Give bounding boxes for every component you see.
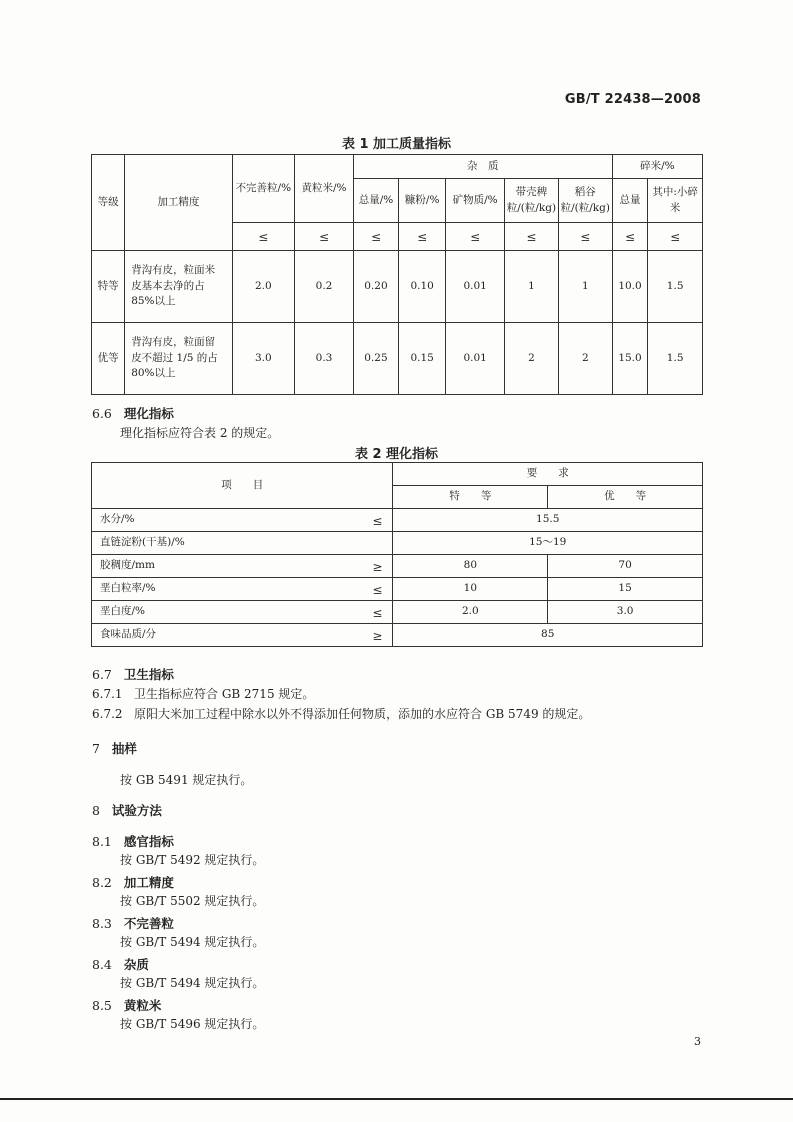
section-number: 6.7.1 — [92, 687, 123, 701]
header-broken: 碎米/% — [612, 155, 702, 179]
section-number: 8.1 — [92, 834, 112, 849]
page-number: 3 — [694, 1035, 701, 1048]
section-number: 8.5 — [92, 998, 112, 1013]
le-symbol: ≤ — [353, 223, 398, 251]
section-8-5-text: 按 GB/T 5496 规定执行。 — [120, 1017, 265, 1031]
broken-total-cell: 15.0 — [612, 323, 648, 395]
le-symbol: ≤ — [648, 223, 703, 251]
item-label: 垩白粒率/% — [100, 582, 156, 595]
husked-cell: 1 — [505, 251, 559, 323]
small-broken-cell: 1.5 — [648, 251, 703, 323]
comparison-symbol: ≤ — [372, 606, 383, 620]
section-8-2-text: 按 GB/T 5502 规定执行。 — [120, 894, 265, 908]
section-8-3-heading — [92, 914, 174, 932]
excellent-value-cell: 15 — [548, 578, 703, 601]
header-bran: 糠粉/% — [399, 179, 446, 223]
header-yellow: 黄粒米/% — [295, 155, 354, 223]
section-text: 卫生指标应符合 GB 2715 规定。 — [134, 687, 315, 701]
section-6-7-1 — [92, 685, 314, 702]
header-small-broken: 其中:小碎米 — [648, 179, 703, 223]
section-8-1-heading — [92, 832, 174, 850]
standard-number: GB/T 22438—2008 — [564, 92, 701, 107]
section-8-2-heading — [92, 873, 174, 891]
section-number: 6.7.2 — [92, 707, 123, 721]
comparison-symbol: ≥ — [372, 629, 383, 643]
le-symbol: ≤ — [558, 223, 612, 251]
broken-total-cell: 10.0 — [612, 251, 648, 323]
total-cell: 0.25 — [353, 323, 398, 395]
value-cell: 15～19 — [393, 532, 703, 555]
section-6-7-2 — [92, 705, 590, 722]
header-item: 项 目 — [92, 463, 393, 509]
value-cell: 85 — [393, 624, 703, 647]
header-husked: 带壳稗粒/(粒/kg) — [505, 179, 559, 223]
item-cell — [92, 578, 393, 601]
section-title: 理化指标 — [123, 406, 174, 421]
section-text: 原阳大米加工过程中除水以外不得添加任何物质，添加的水应符合 GB 5749 的规定。 — [134, 707, 591, 721]
mineral-cell: 0.01 — [446, 323, 505, 395]
section-8-4-heading — [92, 955, 149, 973]
yellow-cell: 0.2 — [295, 251, 354, 323]
header-impurity: 杂 质 — [353, 155, 612, 179]
header-grade: 等级 — [92, 155, 125, 251]
table2-caption: 表 2 理化指标 — [354, 447, 439, 462]
section-number: 7 — [92, 741, 100, 756]
grade-cell: 优等 — [92, 323, 125, 395]
value-cell: 15.5 — [393, 509, 703, 532]
header-special-grade: 特 等 — [393, 486, 548, 509]
paddy-cell: 1 — [558, 251, 612, 323]
excellent-value-cell: 70 — [548, 555, 703, 578]
section-number: 6.6 — [92, 406, 112, 421]
small-broken-cell: 1.5 — [648, 323, 703, 395]
grade-cell: 特等 — [92, 251, 125, 323]
header-imperfect: 不完善粒/% — [232, 155, 295, 223]
table-row — [92, 624, 703, 647]
item-label: 胶稠度/mm — [100, 559, 155, 572]
section-title: 试验方法 — [111, 803, 162, 818]
table-row — [92, 532, 703, 555]
excellent-value-cell: 3.0 — [548, 601, 703, 624]
section-number: 6.7 — [92, 667, 112, 682]
special-value-cell: 80 — [393, 555, 548, 578]
comparison-symbol: ≤ — [372, 583, 383, 597]
item-label: 直链淀粉(干基)/% — [100, 536, 185, 549]
table1-caption: 表 1 加工质量指标 — [341, 137, 452, 152]
section-8-5-heading — [92, 996, 161, 1014]
section-number: 8.4 — [92, 957, 112, 972]
header-excellent-grade: 优 等 — [548, 486, 703, 509]
section-title: 抽样 — [111, 741, 137, 756]
section-6-7-heading — [92, 665, 174, 683]
section-title: 不完善粒 — [123, 916, 174, 931]
le-symbol: ≤ — [446, 223, 505, 251]
item-cell — [92, 624, 393, 647]
precision-cell: 背沟有皮，粒面留皮不超过 1/5 的占 80%以上 — [125, 323, 232, 395]
header-total: 总量/% — [353, 179, 398, 223]
paddy-cell: 2 — [558, 323, 612, 395]
section-7-heading — [92, 739, 137, 757]
table-row — [92, 509, 703, 532]
bran-cell: 0.15 — [399, 323, 446, 395]
header-broken-total: 总量 — [612, 179, 648, 223]
table-row — [92, 251, 703, 323]
header-paddy: 稻谷粒/(粒/kg) — [558, 179, 612, 223]
table-row — [92, 323, 703, 395]
husked-cell: 2 — [505, 323, 559, 395]
section-number: 8.3 — [92, 916, 112, 931]
bran-cell: 0.10 — [399, 251, 446, 323]
le-symbol: ≤ — [505, 223, 559, 251]
section-number: 8 — [92, 803, 100, 818]
item-cell — [92, 555, 393, 578]
header-requirement: 要 求 — [393, 463, 703, 486]
item-label: 食味品质/分 — [100, 628, 157, 641]
section-6-6-text: 理化指标应符合表 2 的规定。 — [120, 426, 280, 440]
table-row — [92, 555, 703, 578]
processing-quality-table — [91, 154, 703, 395]
page-bottom-rule — [0, 1098, 793, 1100]
section-title: 杂质 — [123, 957, 149, 972]
comparison-symbol: ≤ — [372, 514, 383, 528]
imperfect-cell: 3.0 — [232, 323, 295, 395]
item-cell — [92, 509, 393, 532]
section-7-text: 按 GB 5491 规定执行。 — [120, 773, 253, 787]
physicochemical-table — [91, 462, 703, 647]
section-number: 8.2 — [92, 875, 112, 890]
le-symbol: ≤ — [612, 223, 648, 251]
item-cell — [92, 601, 393, 624]
section-title: 感官指标 — [123, 834, 174, 849]
comparison-symbol: ≥ — [372, 560, 383, 574]
precision-cell: 背沟有皮，粒面米皮基本去净的占85%以上 — [125, 251, 232, 323]
special-value-cell: 10 — [393, 578, 548, 601]
header-precision: 加工精度 — [125, 155, 232, 251]
le-symbol: ≤ — [295, 223, 354, 251]
le-symbol: ≤ — [399, 223, 446, 251]
section-title: 卫生指标 — [123, 667, 174, 682]
table-row — [92, 578, 703, 601]
section-8-3-text: 按 GB/T 5494 规定执行。 — [120, 935, 265, 949]
section-title: 黄粒米 — [123, 998, 162, 1013]
section-6-6-heading — [92, 404, 174, 422]
header-mineral: 矿物质/% — [446, 179, 505, 223]
imperfect-cell: 2.0 — [232, 251, 295, 323]
item-cell — [92, 532, 393, 555]
section-8-heading — [92, 801, 162, 819]
section-title: 加工精度 — [123, 875, 174, 890]
item-label: 水分/% — [100, 513, 135, 526]
section-8-1-text: 按 GB/T 5492 规定执行。 — [120, 853, 265, 867]
item-label: 垩白度/% — [100, 605, 146, 618]
special-value-cell: 2.0 — [393, 601, 548, 624]
total-cell: 0.20 — [353, 251, 398, 323]
section-8-4-text: 按 GB/T 5494 规定执行。 — [120, 976, 265, 990]
yellow-cell: 0.3 — [295, 323, 354, 395]
le-symbol: ≤ — [232, 223, 295, 251]
mineral-cell: 0.01 — [446, 251, 505, 323]
table-row — [92, 601, 703, 624]
